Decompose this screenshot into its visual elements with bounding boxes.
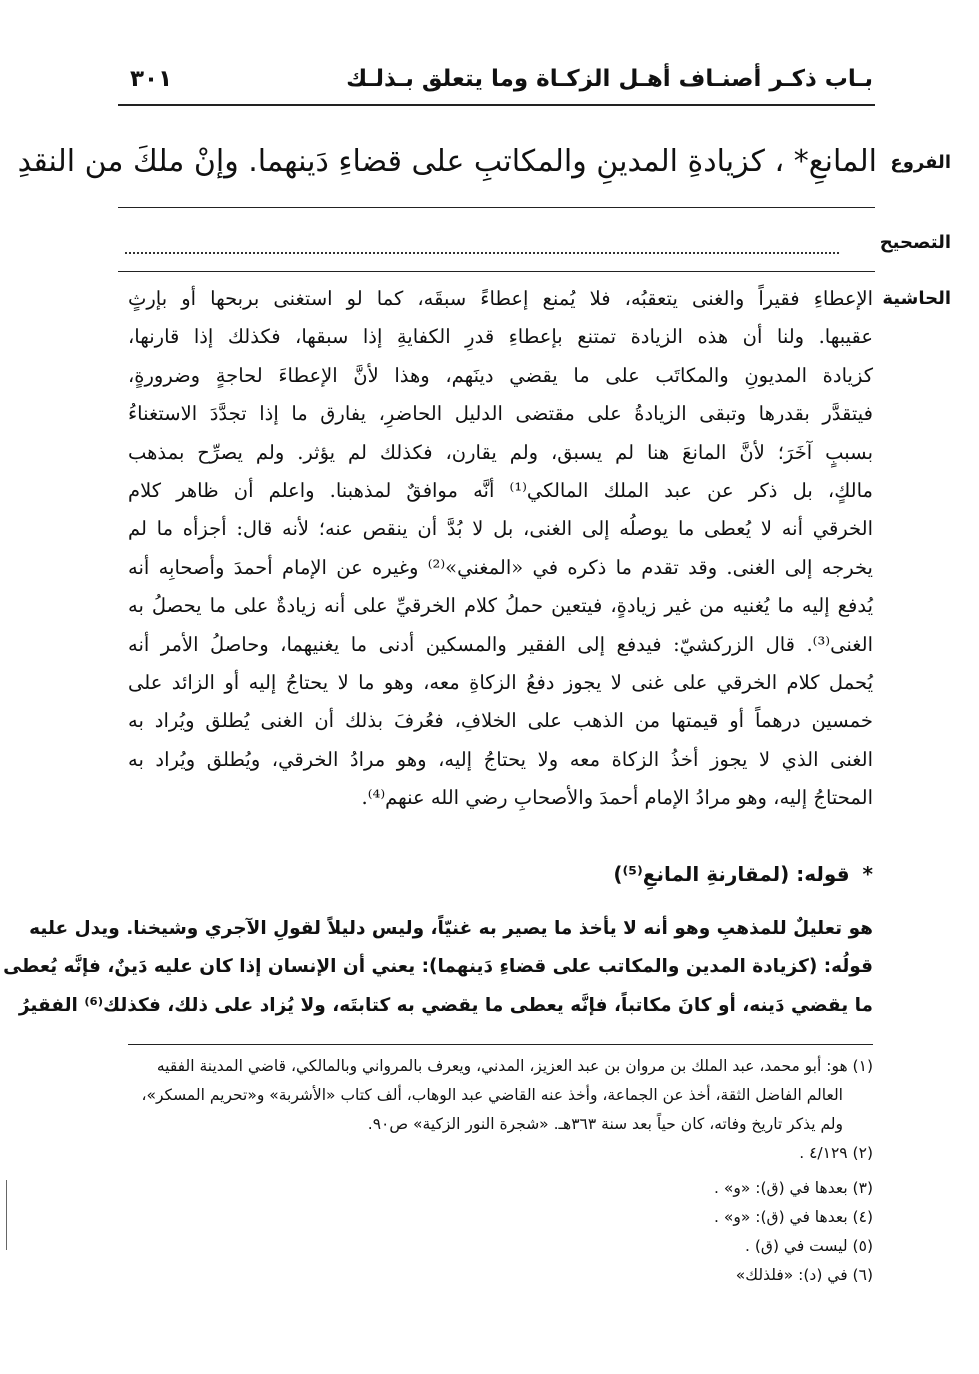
hashiya-line: المحتاجُ إليه، وهو مرادُ الإمام أحمدَ والأصحابِ رضي الله عنهم⁽⁴⁾. [361,786,873,810]
hashiya-line: يخرجه إلى الغنى. وقد تقدم ما ذكره في «المغني»⁽²⁾ وغيره عن الإمام أحمدَ وأصحابِه أنه [128,555,873,579]
hashiya-line: يُحمل كلام الخرقي على غنى لا يجوز دفعُ الزكاةِ معه، وهو ما لا يحتاجُ إليه أو الزائد على [128,670,873,694]
running-header [120,66,873,106]
commentary-body [3,910,873,1025]
hashiya-line: مالكٍ، بل ذكر عن عبد الملك المالكي⁽¹⁾ أنَّه موافقٌ لمذهبنا. واعلم أن ظاهر كلام [128,478,873,502]
hashiya-line: يُدفع إليه ما يُغنيه من غير زيادةٍ، فيتعين حملُ كلام الخرقيِّ على أنه زيادةٌ على ما يحصلُ به [128,594,873,618]
hashiya-line: خمسين درهماً أو قيمتها من الذهب على الخلافِ، فعُرفَ بذلك أن الغنى يُطلق ويُراد به [128,709,873,733]
qawl-label: قوله: (لمقارنةِ المانعِ⁽⁵⁾) [613,862,850,886]
footnote-3: (٣) بعدها في (ق): «و» . [714,1179,873,1197]
header-rule [118,104,875,106]
hashiya-line: بسببٍ آخَرَ؛ لأنَّ المانعَ هنا لم يسبق، ولم يقارن، فكذلك لم يؤثر. ولم يصرِّح بمذهب [128,440,873,464]
hashiya-line: الغنى الذي لا يجوز أخذُ الزكاة معه ولا يحتاجُ إليه، وهو مرادُ الخرقي، ويُطلق ويُراد به [128,747,873,771]
footnote-divider [128,1044,873,1045]
furu-label: الفروع [890,152,951,173]
hashiya-line: فيتقدَّر بقدرها وتبقى الزيادةُ على مقتضى الدليل الحاضرِ، يفارق ما إذا تجدَّدَ الاستغناءُ [128,402,873,426]
hashiya-line: كزيادة المديونِ والمكاتَب على ما يقضي دينَهم، وهذا لأنَّ الإعطاءَ لحاجةٍ وضرورةٍ، [128,363,873,387]
tashih-label: التصحيح [879,232,951,253]
commentary-line: هو تعليلٌ للمذهبِ وهو أنه لا يأخذ ما يصير به غنيّاً، وليس دليلاً لقولِ الآجري وشيخنا. ويدل عليه [29,918,873,939]
hashiya-label: الحاشية [882,288,951,309]
tashih-dotted-line [125,252,839,254]
commentary-line: ما يقضي دَينه، أو كانَ مكاتباً، فإنَّه يعطى ما يقضي به كتابتَه، ولا يُزاد على ذلك، فكذلك⁽⁶⁾ الفقيرُ [18,994,873,1016]
chapter-title: بـاب ذكـر أصنـاف أهـل الزكـاة وما يتعلق بـذلـك [346,66,873,92]
footnote-6: (٦) في (د): «فلذلك» [735,1266,873,1284]
hashiya-line: عقيبها. ولنا أن هذه الزيادة تمتنع بإعطاءِ قدرِ الكفايةِ إذا سبقها، فكذلك إذا قارنها، [128,325,873,349]
hashiya-body [128,280,873,817]
hashiya-line: الخرقي أنه لا يُعطى ما يوصلُه إلى الغنى، بل لا بُدَّ أن ينقص عنه؛ لأنه قال: أجزأه ما لم [128,517,873,541]
footnote-1-continued: ولم يذكر تاريخ وفاته، كان حياً بعد سنة ٣٦٣هـ. «شجرة النور الزكية» ص٩٠. [367,1115,843,1133]
furu-main-text: المانعِ* ، كزيادةِ المدينِ والمكاتبِ على قضاءِ دَينهما. وإنْ ملكَ من النقدِ [17,144,877,179]
hashiya-line: الغنى⁽³⁾. قال الزركشيّ: فيدفع إلى الفقير والمسكين أدنى ما يغنيهما، وحاصلُ الأمر أنه [128,632,873,656]
footnote-1-continued: العالم الفاضل الثقة، أخذ عن الجماعة، وأخذ عنه القاضي عبد الوهاب، ألف كتاب «الأشربة» و«تحريم المسكر»، [141,1086,843,1104]
scan-edge-mark [6,1180,7,1250]
page-number: ٣٠١ [130,66,173,92]
asterisk-marker: * [862,862,873,886]
footnotes [141,1052,873,1290]
qawl-heading [613,862,873,886]
footnote-2: (٢) ٤/١٢٩ . [799,1144,873,1162]
furu-divider [118,207,875,208]
tashih-divider [118,271,875,272]
hashiya-line: الإعطاءِ فقيراً والغنى يتعقبُه، فلا يُمنع إعطاءً سبقَه، كما لو استغنى بربحها أو بإرثٍ [128,287,873,310]
commentary-line: قولُه: (كزيادة المدين والمكاتب على قضاءِ دَينهما): يعني أن الإنسان إذا كان عليه دَينٌ، فإنَّه يُعطى [3,956,873,978]
footnote-4: (٤) بعدها في (ق): «و» . [714,1208,873,1226]
footnote-5: (٥) ليست في (ق) . [745,1237,873,1255]
footnote-1: (١) هو: أبو محمد، عبد الملك بن مروان بن عبد العزيز، المدني، ويعرف بالمرواني وبالمالكي، قاضي المدينة الفقيه [156,1057,873,1075]
